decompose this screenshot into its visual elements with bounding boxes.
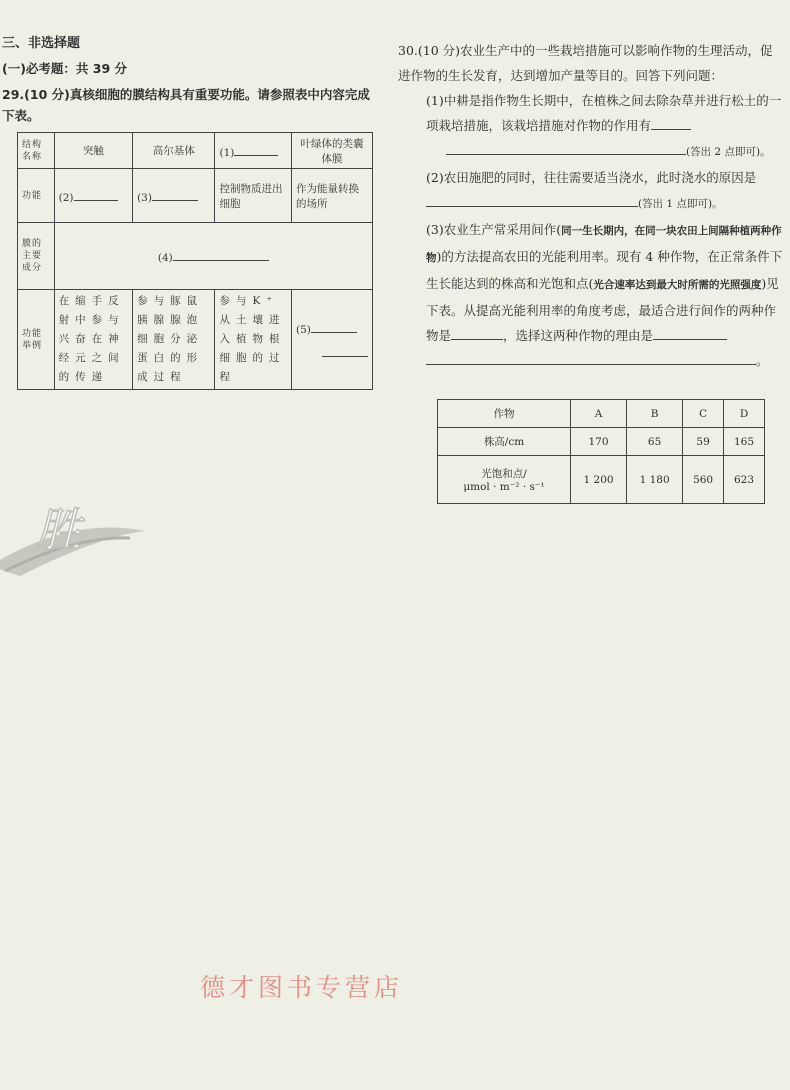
col-header-golgi: 高尔基体 [133, 133, 215, 169]
function-blank-2: (2) [54, 169, 132, 223]
crop-header: 作物 [438, 400, 571, 428]
function-blank-3: (3) [133, 169, 215, 223]
q30-part3: (3)农业生产常采用间作(同一生长期内，在同一块农田上间隔种植两种作物)的方法提高农田的光能利用率。现有 4 种作物，在正常条件下生长能达到的株高和光饱和点(光合速率达到最大时所需的光照强度)见下表。从提高光能利用率的角度考虑，最适合进行间作的两种作物是 ，选择这两种作物的理由是 。 [426, 222, 783, 368]
row-label-function: 功能 [18, 169, 55, 223]
q30-part1: (1)中耕是指作物生长期中，在植株之间去除杂草并进行松土的一项栽培措施，该栽培措施对作物的作用有 (答出 2 点即可)。 [426, 93, 782, 158]
example-k-transport: 参与K⁺从土壤进入植物根细胞的过程 [215, 290, 292, 390]
height-B: 65 [627, 428, 683, 456]
q30-intro: 30.(10 分)农业生产中的一些栽培措施可以影响作物的生理活动，促进作物的生长发育，达到增加产量等目的。回答下列问题： [398, 43, 773, 83]
col-header-blank-1: (1) [215, 133, 292, 169]
col-header-thylakoid: 叶绿体的类囊体膜 [292, 133, 373, 169]
table-corner: 结构名称 [18, 133, 55, 169]
component-blank-4: (4) [54, 223, 372, 290]
question-29 [2, 84, 374, 126]
crop-D: D [724, 400, 765, 428]
logo-text: 胜 [35, 503, 81, 557]
crop-C: C [683, 400, 724, 428]
crop-table [437, 399, 765, 504]
example-blank-5: (5) [292, 290, 373, 390]
crop-B: B [627, 400, 683, 428]
section-title: 三、非选择题 [2, 36, 81, 51]
saturation-B: 1 180 [627, 456, 683, 504]
q30-part2: (2)农田施肥的同时，往往需要适当浇水，此时浇水的原因是(答出 1 点即可)。 [426, 170, 757, 210]
function-cell-membrane: 控制物质进出细胞 [215, 169, 292, 223]
q29-text: 真核细胞的膜结构具有重要功能。请参照表中内容完成下表。 [2, 87, 370, 123]
function-thylakoid: 作为能量转换的场所 [292, 169, 373, 223]
membrane-table [17, 132, 373, 390]
height-D: 165 [724, 428, 765, 456]
logo-swoosh [0, 476, 170, 586]
col-header-synapse: 突触 [54, 133, 132, 169]
example-synapse: 在缩手反射中参与兴奋在神经元之间的传递 [54, 290, 132, 390]
example-golgi: 参与豚鼠胰腺腺泡细胞分泌蛋白的形成过程 [133, 290, 215, 390]
saturation-D: 623 [724, 456, 765, 504]
saturation-C: 560 [683, 456, 724, 504]
shop-watermark: 德才图书专营店 [200, 973, 404, 1002]
q29-score: (10 分) [24, 87, 70, 102]
subsection-title: (一)必考题：共 39 分 [2, 61, 128, 76]
saturation-label: 光饱和点/ μmol · m⁻² · s⁻¹ [438, 456, 571, 504]
row-label-example: 功能举例 [18, 290, 55, 390]
row-label-component: 膜的主要成分 [18, 223, 55, 290]
crop-A: A [571, 400, 627, 428]
height-label: 株高/cm [438, 428, 571, 456]
height-C: 59 [683, 428, 724, 456]
q29-number: 29. [2, 87, 25, 102]
saturation-A: 1 200 [571, 456, 627, 504]
height-A: 170 [571, 428, 627, 456]
question-30 [398, 38, 783, 373]
